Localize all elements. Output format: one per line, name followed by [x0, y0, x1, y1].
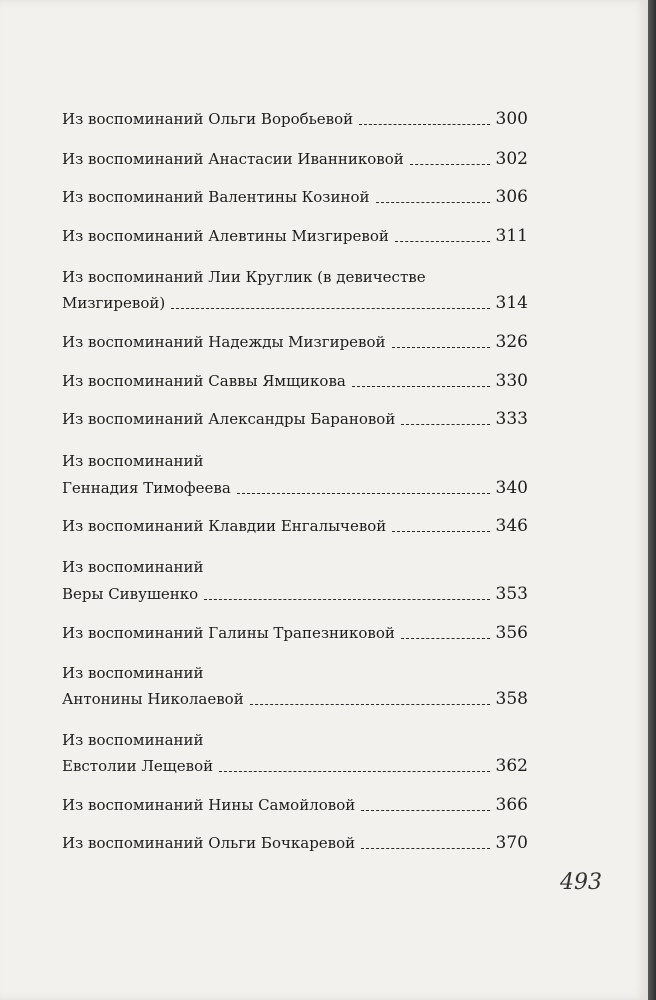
toc-entry	[62, 294, 528, 312]
toc-entry-title: Мизгиревой)	[62, 294, 166, 312]
toc-entry	[62, 834, 528, 852]
toc-entry-title: Антонины Николаевой	[62, 690, 244, 708]
dot-leader	[395, 240, 490, 242]
toc-entry-title: Из воспоминаний Ольги Бочкаревой	[62, 834, 356, 852]
toc-entry-title: Из воспоминаний Нины Самойловой	[62, 796, 356, 814]
toc-entry-page: 370	[495, 833, 528, 853]
toc-entry-title: Из воспоминаний Александры Барановой	[62, 410, 396, 428]
toc-entry	[62, 333, 528, 351]
toc-entry-page: 326	[495, 332, 528, 352]
toc-entry-first-line: Из воспоминаний Лии Круглик (в девичестве	[62, 268, 426, 286]
toc-entry-title: Из воспоминаний Алевтины Мизгиревой	[62, 227, 389, 245]
toc-entry-first-line: Из воспоминаний	[62, 731, 204, 749]
page-number: 493	[560, 870, 602, 895]
toc-entry-page: 353	[495, 584, 528, 604]
dot-leader	[376, 201, 490, 203]
dot-leader	[401, 423, 489, 425]
dot-leader	[410, 163, 490, 165]
toc-entry-title: Из воспоминаний Саввы Ямщикова	[62, 372, 346, 390]
toc-entry-page: 366	[495, 795, 528, 815]
toc-entry-title: Из воспоминаний Ольги Воробьевой	[62, 110, 354, 128]
dot-leader	[352, 385, 490, 387]
dot-leader	[359, 123, 489, 125]
toc-entry-page: 302	[495, 149, 528, 169]
toc-entry-page: 358	[495, 689, 528, 709]
toc-entry	[62, 479, 528, 497]
toc-entry	[62, 796, 528, 814]
toc-entry-first-line: Из воспоминаний	[62, 664, 204, 682]
toc-entry-title: Из воспоминаний Надежды Мизгиревой	[62, 333, 386, 351]
toc-entry	[62, 624, 528, 642]
toc-entry	[62, 517, 528, 535]
toc-entry-title: Из воспоминаний Клавдии Енгалычевой	[62, 517, 387, 535]
dot-leader	[361, 809, 489, 811]
dot-leader	[392, 346, 490, 348]
toc-entry-page: 346	[495, 516, 528, 536]
toc-entry	[62, 757, 528, 775]
toc-entry-page: 306	[495, 187, 528, 207]
dot-leader	[361, 847, 489, 849]
dot-leader	[401, 637, 490, 639]
book-edge	[648, 0, 656, 1000]
dot-leader	[171, 307, 489, 309]
toc-entry	[62, 227, 528, 245]
toc-entry-title: Из воспоминаний Галины Трапезниковой	[62, 624, 395, 642]
toc-entry-first-line: Из воспоминаний	[62, 558, 204, 576]
toc-entry-title: Из воспоминаний Валентины Козиной	[62, 188, 370, 206]
toc-entry	[62, 410, 528, 428]
toc-entry	[62, 372, 528, 390]
toc-entry-page: 356	[495, 623, 528, 643]
toc-entry-page: 340	[495, 478, 528, 498]
toc-entry-title: Из воспоминаний Анастасии Иванниковой	[62, 150, 404, 168]
toc-entry-page: 330	[495, 371, 528, 391]
toc-entry-title: Веры Сивушенко	[62, 585, 199, 603]
toc-entry-page: 314	[495, 293, 528, 313]
dot-leader	[204, 598, 489, 600]
dot-leader	[250, 703, 490, 705]
toc-entry	[62, 188, 528, 206]
toc-entry-page: 333	[495, 409, 528, 429]
toc-entry	[62, 150, 528, 168]
toc-entry	[62, 110, 528, 128]
toc-entry-first-line: Из воспоминаний	[62, 452, 204, 470]
dot-leader	[237, 492, 490, 494]
toc-entry-title: Евстолии Лещевой	[62, 757, 214, 775]
dot-leader	[392, 530, 489, 532]
toc-entry-title: Геннадия Тимофеева	[62, 479, 231, 497]
toc-entry-page: 300	[495, 109, 528, 129]
toc-entry-page: 311	[495, 226, 528, 246]
toc-entry-page: 362	[495, 756, 528, 776]
toc-entry	[62, 690, 528, 708]
dot-leader	[219, 770, 489, 772]
toc-entry	[62, 585, 528, 603]
